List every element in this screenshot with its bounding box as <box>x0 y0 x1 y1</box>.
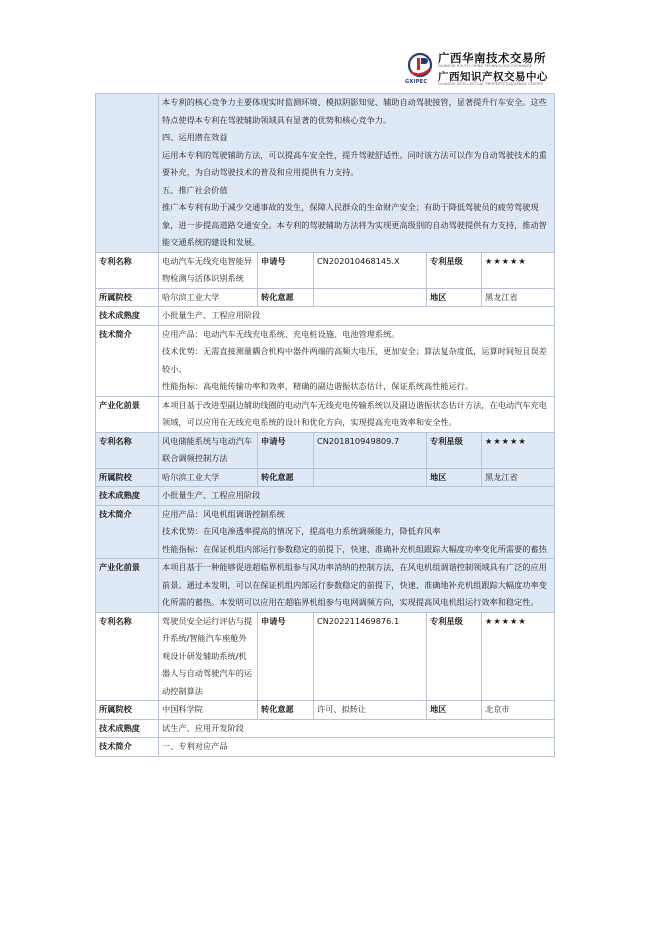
maturity: 试生产、应用开发阶段 <box>159 719 555 738</box>
patent-name-label: 专利名称 <box>96 612 159 701</box>
region-label: 地区 <box>427 468 482 487</box>
intro-heading: 五、推广社会价值 <box>162 184 228 195</box>
app-no: CN201810949809.7 <box>314 432 427 468</box>
gxipec-logo-icon <box>405 52 435 80</box>
patent-table <box>95 93 555 757</box>
institution-label: 所属院校 <box>96 701 159 720</box>
app-no-label: 申请号 <box>258 432 314 468</box>
tech-intro-line: 应用产品：风电机组调谐控制系统 <box>162 508 285 519</box>
institution: 哈尔滨工业大学 <box>159 288 258 307</box>
intro-cell <box>159 94 555 253</box>
star-rating: ★★★★★ <box>482 252 555 288</box>
center-name: 广西知识产权交易中心 <box>438 71 548 83</box>
patent-3-name-row <box>96 612 555 701</box>
org-name-en: GUANGXI SOUTH CHINA TECHNOLOGY EXCHANGE <box>438 64 532 68</box>
app-no: CN202211469876.1 <box>314 612 427 701</box>
institution: 中国科学院 <box>159 701 258 720</box>
patent-1-inst-row <box>96 288 555 307</box>
patent-name: 电动汽车无线充电智能异物检测与活体识别系统 <box>159 252 258 288</box>
star-rating: ★★★★★ <box>482 432 555 468</box>
tech-intro-line: 应用产品：电动汽车无线充电系统、充电桩设施、电池管理系统。 <box>162 328 400 339</box>
org-name: 广西华南技术交易所 <box>438 51 546 65</box>
region: 黑龙江省 <box>482 288 555 307</box>
patent-name-label: 专利名称 <box>96 432 159 468</box>
maturity-label: 技术成熟度 <box>96 719 159 738</box>
patent-3-maturity-row <box>96 719 555 738</box>
tech-intro-line: 技术优势：在风电渗透率提高的情况下，提高电力系统调频能力，降低弃风率 <box>162 526 441 536</box>
transfer-intent: 许可、拟转让 <box>314 701 427 720</box>
patent-1-intro-row <box>96 325 555 396</box>
patent-2-inst-row <box>96 468 555 487</box>
star-rating: ★★★★★ <box>482 612 555 701</box>
region: 北京市 <box>482 701 555 720</box>
app-no-label: 申请号 <box>258 612 314 701</box>
region-label: 地区 <box>427 701 482 720</box>
transfer-intent <box>314 288 427 307</box>
intro-paragraph: 运用本专利的驾驶辅助方法，可以提高车安全性，提升驾驶舒适性。同时该方法可以作为自动驾驶技术的重要补充，为自动驾驶技术的普及和应用提供有力支持。 <box>162 149 547 177</box>
transfer-label: 转化意愿 <box>258 468 314 487</box>
center-name-en: GUANGXI INTELLECTUAL PROPERTY EXCHANGE CENTER <box>438 82 544 86</box>
transfer-label: 转化意愿 <box>258 701 314 720</box>
patent-name: 风电储能系统与电动汽车联合调频控制方法 <box>159 432 258 468</box>
star-level-label: 专利星级 <box>427 432 482 468</box>
patent-2-name-row <box>96 432 555 468</box>
patent-1-prospect-row <box>96 396 555 432</box>
prospect-label: 产业化前景 <box>96 396 159 432</box>
intro-paragraph: 推广本专利有助于减少交通事故的发生，保障人民群众的生命财产安全；有助于降低驾驶员的疲劳驾驶现象，进一步提高道路交通安全。本专利的驾驶辅助方法将为实现更高级别的自动驾驶提供有力支持，推动智能交通系统的建设和发展。 <box>162 202 547 247</box>
tech-intro <box>159 505 555 559</box>
tech-intro <box>159 738 555 757</box>
intro-row <box>96 94 555 253</box>
tech-intro-line: 性能指标：在保证机组内部运行参数稳定的前提下，快速、准确补充机组跟踪大幅度功率变化所需要的蓄热 <box>162 543 547 554</box>
maturity-label: 技术成熟度 <box>96 487 159 506</box>
institution-label: 所属院校 <box>96 468 159 487</box>
region-label: 地区 <box>427 288 482 307</box>
tech-intro-label: 技术简介 <box>96 738 159 757</box>
maturity: 小批量生产、工程应用阶段 <box>159 487 555 506</box>
tech-intro-label: 技术简介 <box>96 325 159 396</box>
institution-label: 所属院校 <box>96 288 159 307</box>
patent-2-intro-row <box>96 505 555 559</box>
app-no-label: 申请号 <box>258 252 314 288</box>
region: 黑龙江省 <box>482 468 555 487</box>
header-logo <box>405 50 555 90</box>
transfer-intent <box>314 468 427 487</box>
prospect: 本项目基于一种能够促进超临界机组参与风功率消纳的控制方法，在风电机组调谐控制领域具有广泛的应用前景。通过本发明，可以在保证机组内部运行参数稳定的前提下，快速、准确地补充机组跟踪大幅度功率变化所需的蓄热。本发明可以应用在超临界机组参与电网调频方向，实现提高风电机组运行效率和稳定性。 <box>159 559 555 613</box>
patent-2-maturity-row <box>96 487 555 506</box>
patent-name: 驾驶员安全运行评估与提升系统/智能汽车座舱外观设计研发辅助系统/机器人与自动驾驶汽车的运动控制算法 <box>159 612 258 701</box>
institution: 哈尔滨工业大学 <box>159 468 258 487</box>
tech-intro-line: 技术优势：无需直接测量耦合机构中器件两端的高频大电压，更加安全；算法复杂度低，运算时间短且误差较小。 <box>162 346 547 374</box>
tech-intro-line: 一、专利对应产品 <box>162 741 228 751</box>
intro-paragraph: 本专利的核心竞争力主要体现实时监测环境、模拟阴影知觉、辅助自动驾驶接管，显著提升行车安全。这些特点使得本专利在驾驶辅助领域具有显著的优势和核心竞争力。 <box>162 97 547 125</box>
maturity-label: 技术成熟度 <box>96 307 159 326</box>
tech-intro-label: 技术简介 <box>96 505 159 559</box>
patent-3-intro-row <box>96 738 555 757</box>
app-no: CN202010468145.X <box>314 252 427 288</box>
logo-abbrev: GXIPEC <box>405 79 428 85</box>
star-level-label: 专利星级 <box>427 612 482 701</box>
intro-heading: 四、运用潜在效益 <box>162 132 228 142</box>
star-level-label: 专利星级 <box>427 252 482 288</box>
patent-name-label: 专利名称 <box>96 252 159 288</box>
patent-3-inst-row <box>96 701 555 720</box>
tech-intro <box>159 325 555 396</box>
patent-1-name-row <box>96 252 555 288</box>
patent-1-maturity-row <box>96 307 555 326</box>
patent-2-prospect-row <box>96 559 555 613</box>
tech-intro-line: 性能指标：高电能传输功率和效率，精确的副边谐振状态估计，保证系统高性能运行。 <box>162 381 474 391</box>
prospect-label: 产业化前景 <box>96 559 159 613</box>
prospect: 本项目基于改进型副边辅助线圈的电动汽车无线充电传输系统以及副边谐振状态估计方法，在电动汽车充电领域，可以应用在无线充电系统的设计和优化方向，实现提高充电效率和安全性。 <box>159 396 555 432</box>
maturity: 小批量生产、工程应用阶段 <box>159 307 555 326</box>
transfer-label: 转化意愿 <box>258 288 314 307</box>
